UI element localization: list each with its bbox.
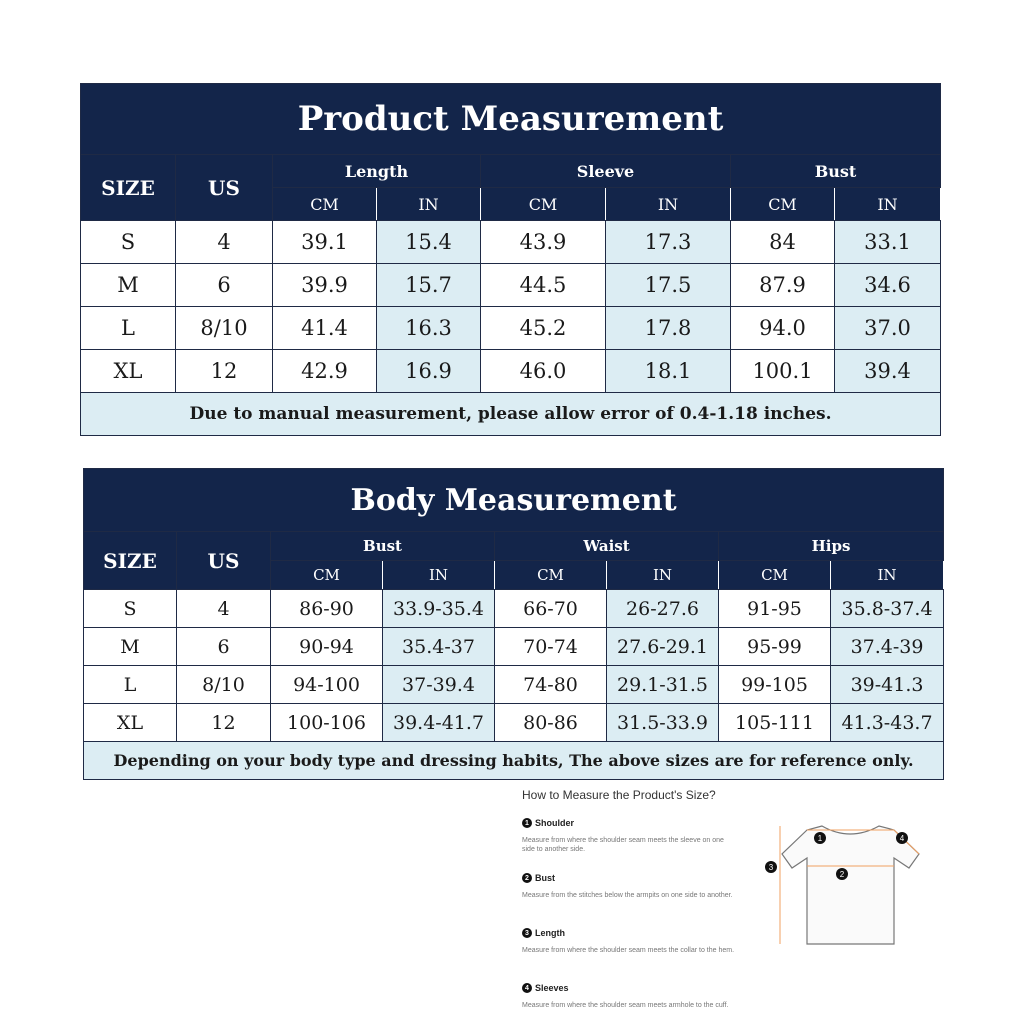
- size-cell: L: [84, 666, 177, 704]
- length-group-header: Length: [273, 155, 481, 188]
- us-size-cell: 8/10: [177, 666, 271, 704]
- guide-item-name: Bust: [535, 873, 555, 883]
- value-cell: 42.9: [273, 350, 377, 393]
- guide-item-name: Length: [535, 928, 565, 938]
- marker-3-icon: [765, 861, 777, 873]
- us-column-header: US: [176, 155, 273, 221]
- value-cell: 44.5: [481, 264, 606, 307]
- sleeve-group-header: Sleeve: [481, 155, 731, 188]
- guide-item-bust: [522, 873, 737, 900]
- value-cell: 33.9-35.4: [383, 590, 495, 628]
- table-row: [81, 307, 941, 350]
- us-size-cell: 6: [177, 628, 271, 666]
- us-size-cell: 12: [176, 350, 273, 393]
- table-row: [84, 628, 944, 666]
- value-cell: 91-95: [719, 590, 831, 628]
- value-cell: 74-80: [495, 666, 607, 704]
- us-size-cell: 6: [176, 264, 273, 307]
- unit-in-header: IN: [606, 188, 731, 221]
- us-size-cell: 4: [176, 221, 273, 264]
- guide-item-description: Measure from the stitches below the armpits on one side to another.: [522, 892, 733, 899]
- marker-1-icon: [814, 832, 826, 844]
- guide-item-name: Shoulder: [535, 818, 575, 828]
- value-cell: 15.7: [377, 264, 481, 307]
- body-measurement-section: [83, 468, 943, 780]
- unit-in-header: IN: [383, 561, 495, 590]
- unit-cm-header: CM: [495, 561, 607, 590]
- svg-text:3: 3: [768, 863, 774, 872]
- value-cell: 45.2: [481, 307, 606, 350]
- number-badge-icon: 4: [522, 983, 532, 993]
- unit-cm-header: CM: [481, 188, 606, 221]
- size-cell: M: [84, 628, 177, 666]
- value-cell: 100.1: [731, 350, 835, 393]
- tshirt-diagram: [762, 816, 942, 956]
- value-cell: 37.0: [835, 307, 941, 350]
- value-cell: 39.1: [273, 221, 377, 264]
- body-table-title: Body Measurement: [84, 469, 944, 532]
- value-cell: 94-100: [271, 666, 383, 704]
- marker-2-icon: [836, 868, 848, 880]
- unit-cm-header: CM: [273, 188, 377, 221]
- value-cell: 17.5: [606, 264, 731, 307]
- value-cell: 26-27.6: [607, 590, 719, 628]
- value-cell: 41.3-43.7: [831, 704, 944, 742]
- table-row: [81, 264, 941, 307]
- value-cell: 39.4: [835, 350, 941, 393]
- value-cell: 29.1-31.5: [607, 666, 719, 704]
- tshirt-outline-icon: [782, 826, 919, 944]
- marker-4-icon: [896, 832, 908, 844]
- size-cell: L: [81, 307, 176, 350]
- value-cell: 35.4-37: [383, 628, 495, 666]
- unit-in-header: IN: [607, 561, 719, 590]
- value-cell: 100-106: [271, 704, 383, 742]
- value-cell: 17.3: [606, 221, 731, 264]
- guide-item-length: [522, 928, 737, 955]
- product-measurement-section: [80, 83, 940, 436]
- table-row: [84, 704, 944, 742]
- table-row: [81, 221, 941, 264]
- size-cell: M: [81, 264, 176, 307]
- value-cell: 99-105: [719, 666, 831, 704]
- size-cell: S: [84, 590, 177, 628]
- size-cell: XL: [84, 704, 177, 742]
- unit-cm-header: CM: [719, 561, 831, 590]
- value-cell: 94.0: [731, 307, 835, 350]
- value-cell: 90-94: [271, 628, 383, 666]
- value-cell: 70-74: [495, 628, 607, 666]
- number-badge-icon: 2: [522, 873, 532, 883]
- value-cell: 33.1: [835, 221, 941, 264]
- number-badge-icon: 3: [522, 928, 532, 938]
- value-cell: 15.4: [377, 221, 481, 264]
- table-row: [81, 350, 941, 393]
- value-cell: 27.6-29.1: [607, 628, 719, 666]
- value-cell: 17.8: [606, 307, 731, 350]
- value-cell: 39.4-41.7: [383, 704, 495, 742]
- svg-text:2: 2: [839, 870, 845, 879]
- unit-in-header: IN: [377, 188, 481, 221]
- product-measurement-table: [80, 83, 941, 436]
- value-cell: 35.8-37.4: [831, 590, 944, 628]
- unit-in-header: IN: [835, 188, 941, 221]
- size-column-header: SIZE: [84, 532, 177, 590]
- us-size-cell: 4: [177, 590, 271, 628]
- value-cell: 37-39.4: [383, 666, 495, 704]
- value-cell: 37.4-39: [831, 628, 944, 666]
- value-cell: 39.9: [273, 264, 377, 307]
- value-cell: 95-99: [719, 628, 831, 666]
- product-table-title: Product Measurement: [81, 84, 941, 155]
- value-cell: 34.6: [835, 264, 941, 307]
- value-cell: 87.9: [731, 264, 835, 307]
- guide-item-description: Measure from where the shoulder seam meets armhole to the cuff.: [522, 1002, 729, 1009]
- value-cell: 80-86: [495, 704, 607, 742]
- value-cell: 39-41.3: [831, 666, 944, 704]
- body-measurement-table: [83, 468, 944, 780]
- us-size-cell: 8/10: [176, 307, 273, 350]
- table-row: [84, 666, 944, 704]
- svg-text:1: 1: [817, 834, 823, 843]
- guide-item-sleeves: [522, 983, 737, 1010]
- hips-group-header: Hips: [719, 532, 944, 561]
- size-cell: XL: [81, 350, 176, 393]
- size-column-header: SIZE: [81, 155, 176, 221]
- product-table-note: Due to manual measurement, please allow error of 0.4-1.18 inches.: [81, 393, 941, 436]
- unit-cm-header: CM: [271, 561, 383, 590]
- us-size-cell: 12: [177, 704, 271, 742]
- body-table-note: Depending on your body type and dressing habits, The above sizes are for reference only.: [84, 742, 944, 780]
- guide-item-description: Measure from where the shoulder seam meets the sleeve on one side to another side.: [522, 837, 724, 853]
- value-cell: 16.3: [377, 307, 481, 350]
- value-cell: 84: [731, 221, 835, 264]
- us-column-header: US: [177, 532, 271, 590]
- svg-text:4: 4: [899, 834, 905, 843]
- value-cell: 18.1: [606, 350, 731, 393]
- size-cell: S: [81, 221, 176, 264]
- guide-item-name: Sleeves: [535, 983, 569, 993]
- guide-item-description: Measure from where the shoulder seam meets the collar to the hem.: [522, 947, 735, 954]
- value-cell: 41.4: [273, 307, 377, 350]
- unit-cm-header: CM: [731, 188, 835, 221]
- value-cell: 86-90: [271, 590, 383, 628]
- value-cell: 43.9: [481, 221, 606, 264]
- number-badge-icon: 1: [522, 818, 532, 828]
- value-cell: 31.5-33.9: [607, 704, 719, 742]
- waist-group-header: Waist: [495, 532, 719, 561]
- bust-group-header: Bust: [271, 532, 495, 561]
- guide-title: How to Measure the Product's Size?: [522, 788, 716, 802]
- value-cell: 46.0: [481, 350, 606, 393]
- guide-item-shoulder: [522, 818, 737, 854]
- table-row: [84, 590, 944, 628]
- value-cell: 16.9: [377, 350, 481, 393]
- value-cell: 66-70: [495, 590, 607, 628]
- bust-group-header: Bust: [731, 155, 941, 188]
- value-cell: 105-111: [719, 704, 831, 742]
- unit-in-header: IN: [831, 561, 944, 590]
- measure-guide: [522, 788, 942, 1024]
